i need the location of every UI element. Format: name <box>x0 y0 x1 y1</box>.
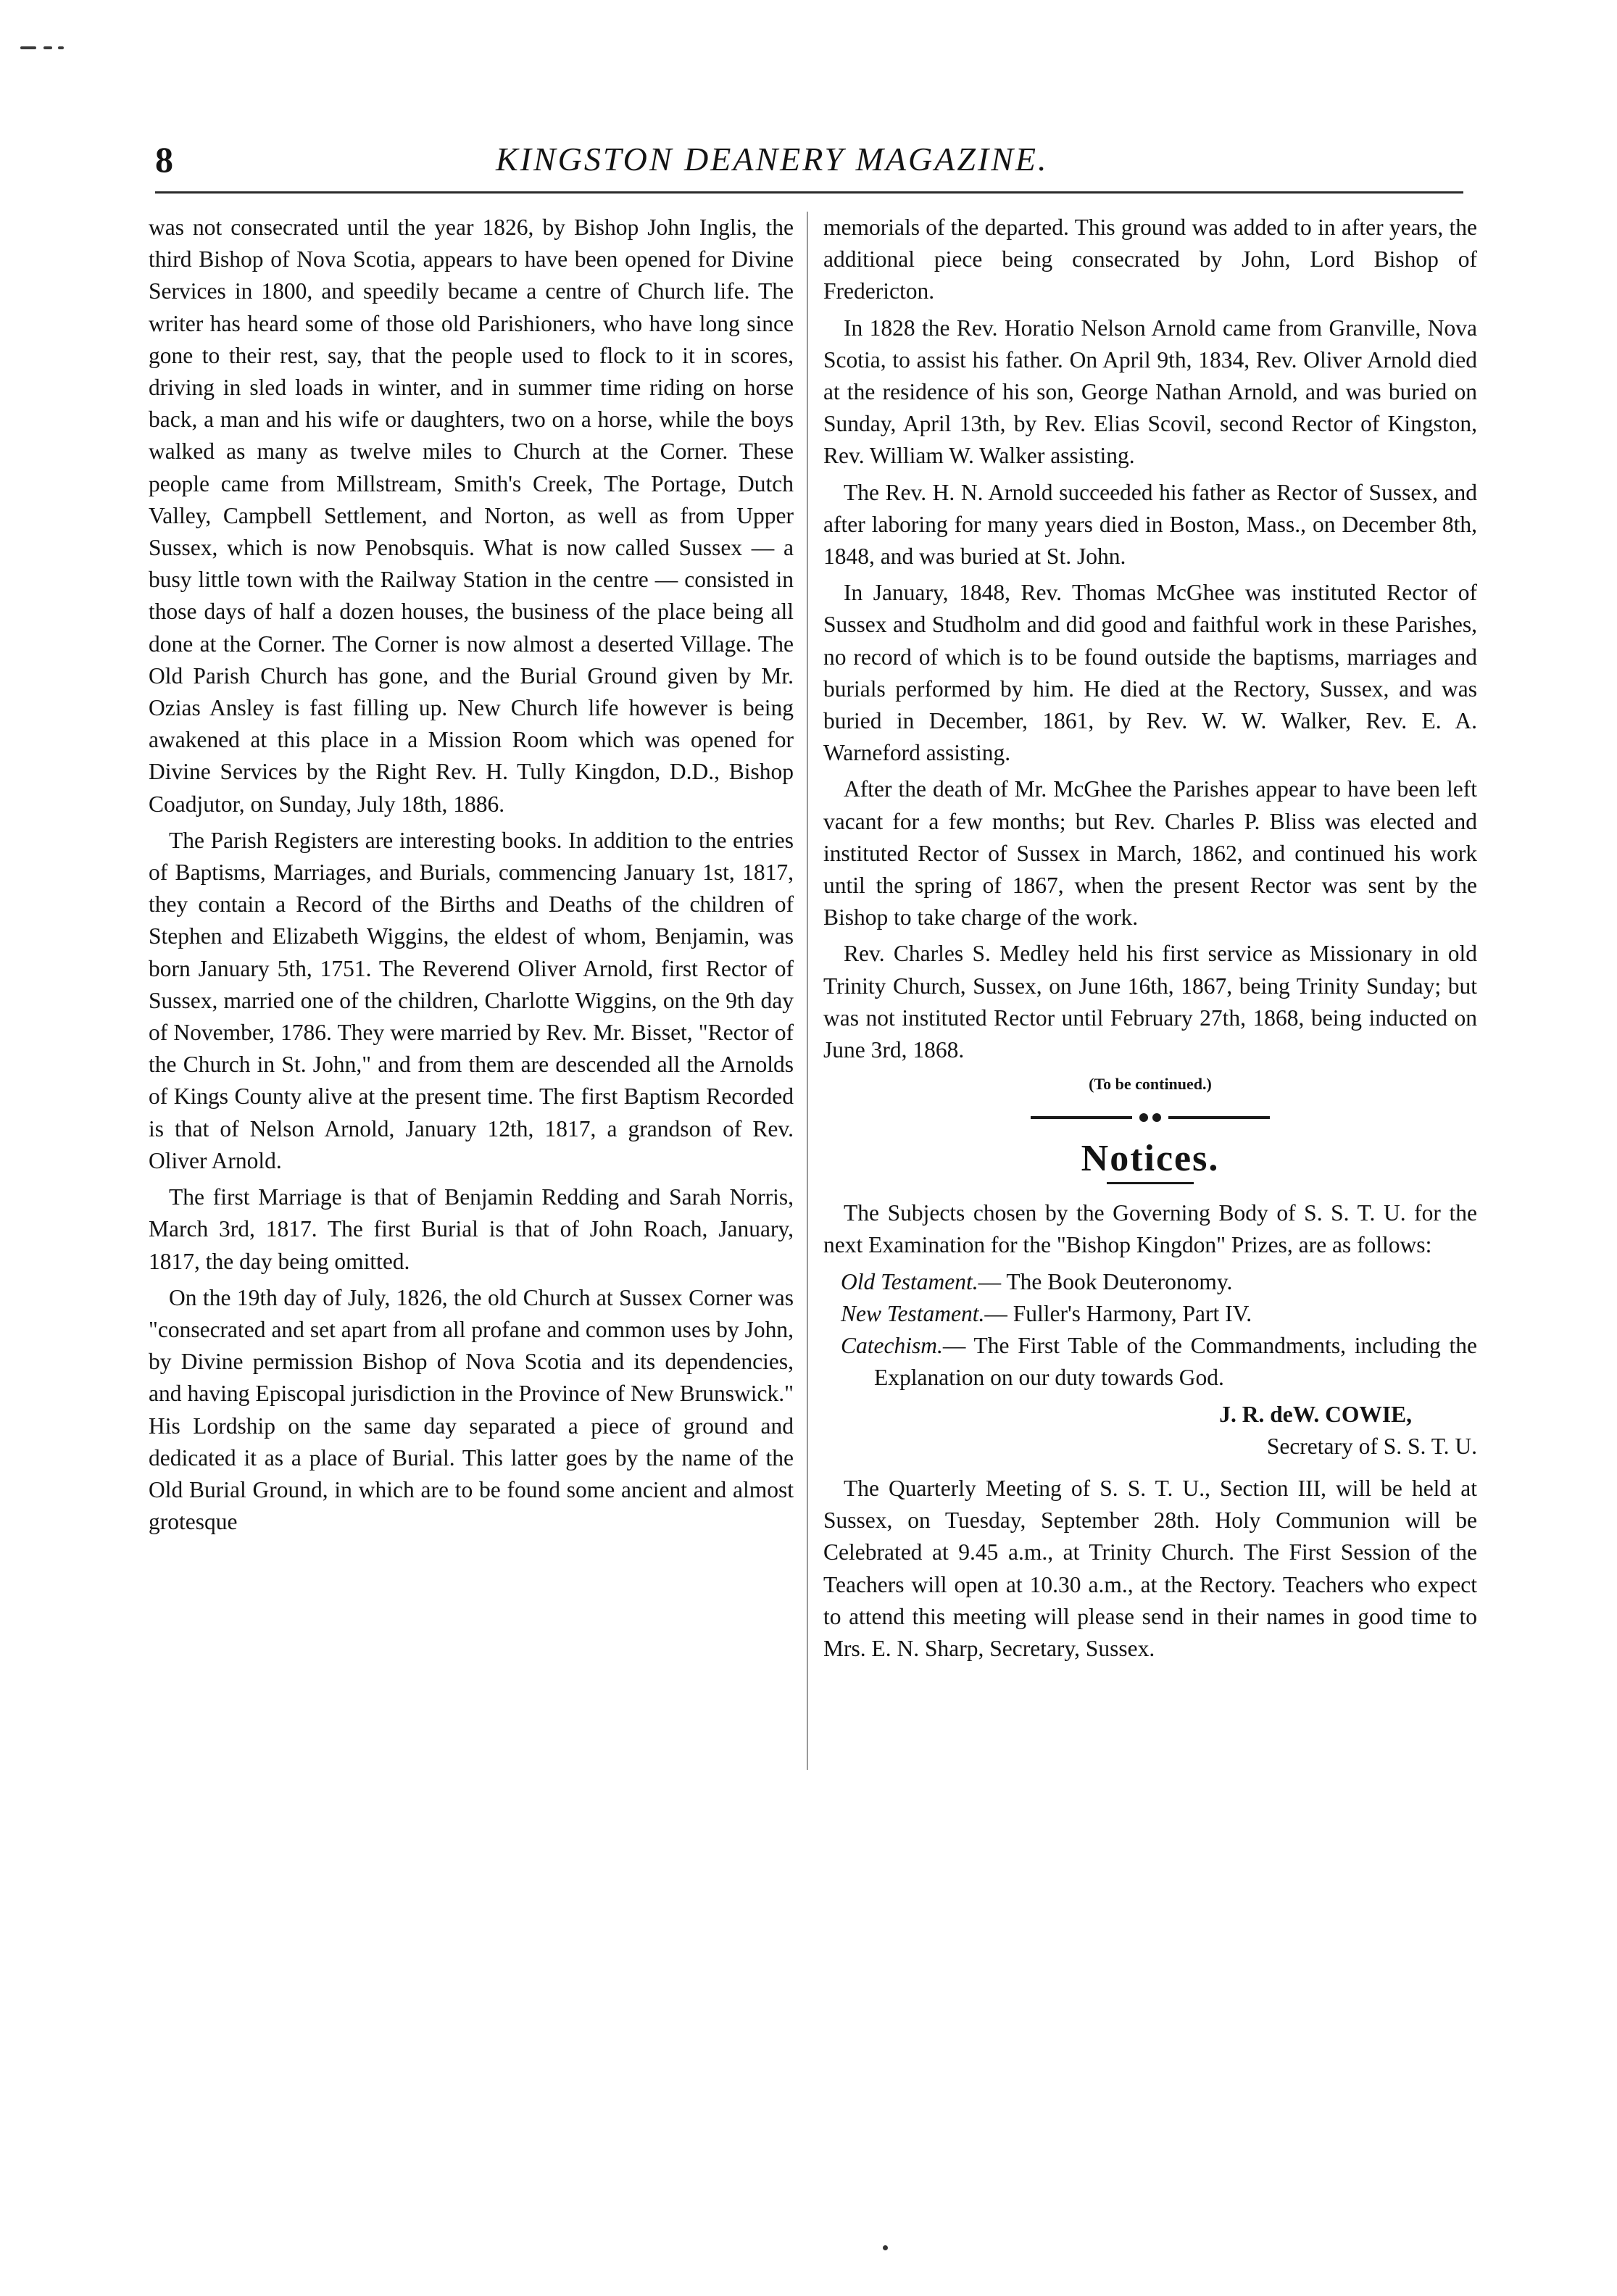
subject-text: — The First Table of the Commandments, including the Explanation on our duty towards God. <box>874 1333 1477 1391</box>
print-speck <box>883 2245 888 2250</box>
running-title: KINGSTON DEANERY MAGAZINE. <box>496 141 1049 178</box>
meeting-notice: The Quarterly Meeting of S. S. T. U., Section III, will be held at Sussex, on Tuesday, September 28th. Holy Communion will be Celebrated at 9.45 a.m., at Trinity Church. The First Session of the Teachers will open at 10.30 a.m., at the Rectory. Teachers who expect to attend this meeting will please send in their names in good time to Mrs. E. N. Sharp, Secretary, Sussex. <box>823 1475 1477 1661</box>
right-column <box>823 212 1477 1669</box>
paragraph: The first Marriage is that of Benjamin Redding and Sarah Norris, March 3rd, 1817. The first Burial is that of John Roach, January, 1817, the day being omitted. <box>149 1184 794 1274</box>
heading-rule <box>1107 1182 1194 1184</box>
subject-old-testament <box>823 1266 1477 1298</box>
signature-name: J. R. deW. COWIE, <box>1219 1401 1412 1427</box>
header-rule <box>155 191 1463 194</box>
notices-heading: Notices. <box>1081 1138 1220 1180</box>
paragraph: Rev. Charles S. Medley held his first service as Missionary in old Trinity Church, Sussex, on June 16th, 1867, being Trinity Sunday; but was not instituted Rector until February 27th, 1868, being inducted on June 3rd, 1868. <box>823 941 1477 1063</box>
paragraph: In 1828 the Rev. Horatio Nelson Arnold came from Granville, Nova Scotia, to assist his father. On April 9th, 1834, Rev. Oliver Arnold died at the residence of his son, George Nathan Arnold, and was buried on Sunday, April 13th, by Rev. Elias Scovil, second Rector of Kingston, Rev. William W. Walker assisting. <box>823 315 1477 469</box>
left-column <box>149 212 794 1542</box>
continued-note: (To be continued.) <box>1089 1075 1212 1094</box>
subject-label: New Testament. <box>841 1300 985 1326</box>
subject-text: — The Book Deuteronomy. <box>978 1268 1233 1294</box>
paragraph: After the death of Mr. McGhee the Parishes appear to have been left vacant for a few months; but Rev. Charles P. Bliss was elected and instituted Rector of Sussex in March, 1862, and continued his work until the spring of 1867, when the present Rector was sent by the Bishop to take charge of the work. <box>823 776 1477 931</box>
subject-text: — Fuller's Harmony, Part IV. <box>984 1300 1252 1326</box>
ornament-divider <box>1031 1111 1270 1123</box>
subject-new-testament <box>823 1298 1477 1330</box>
signature-title: Secretary of S. S. T. U. <box>1266 1433 1477 1459</box>
paragraph: memorials of the departed. This ground was added to in after years, the additional piece being consecrated by John, Lord Bishop of Fredericton. <box>823 215 1477 304</box>
subject-catechism <box>823 1330 1477 1394</box>
paragraph: On the 19th day of July, 1826, the old Church at Sussex Corner was "consecrated and set apart from all profane and common uses by John, by Divine permission Bishop of Nova Scotia and its dependencies, and having Episcopal jurisdiction in the Province of New Brunswick." His Lordship on the same day separated a piece of ground and dedicated it as a place of Burial. This latter goes by the name of the Old Burial Ground, in which are to be found some ancient and almost grotesque <box>149 1284 794 1535</box>
paragraph: was not consecrated until the year 1826, by Bishop John Inglis, the third Bishop of Nova Scotia, appears to have been opened for Divine Services in 1800, and speedily became a centre of Church life. The writer has heard some of those old Parishioners, who have long since gone to their rest, say, that the people used to flock to it in scores, driving in sled loads in winter, and in summer time riding on horse back, a man and his wife or daughters, two on a horse, while the boys walked as many as twelve miles to Church at the Corner. These people came from Millstream, Smith's Creek, The Portage, Dutch Valley, Campbell Settlement, and Norton, as well as from Upper Sussex, which is now Penobsquis. What is now called Sussex — a busy little town with the Railway Station in the centre — consisted in those days of half a dozen houses, the business of the place being all done at the Corner. The Corner is now almost a deserted Village. The Old Parish Church has gone, and the Burial Ground given by Mr. Ozias Ansley is fast filling up. New Church life however is being awakened at this place in a Mission Room which was opened for Divine Services by the Right Rev. H. Tully Kingdon, D.D., Bishop Coadjutor, on Sunday, July 18th, 1886. <box>149 215 794 817</box>
subject-label: Old Testament. <box>841 1268 978 1294</box>
column-divider <box>807 212 808 1770</box>
paragraph: In January, 1848, Rev. Thomas McGhee was instituted Rector of Sussex and Studholm and did good and faithful work in these Parishes, no record of which is to be found outside the baptisms, marriages and burials performed by him. He died at the Rectory, Sussex, and was buried in December, 1861, by Rev. W. W. Walker, Rev. E. A. Warneford assisting. <box>823 580 1477 766</box>
paragraph: The Parish Registers are interesting books. In addition to the entries of Baptisms, Marriages, and Burials, commencing January 1st, 1817, they contain a Record of the Births and Deaths of the children of Stephen and Elizabeth Wiggins, the eldest of whom, Benjamin, was born January 5th, 1751. The Reverend Oliver Arnold, first Rector of Sussex, married one of the children, Charlotte Wiggins, on the 9th day of November, 1786. They were married by Rev. Mr. Bisset, "Rector of the Church in St. John," and from them are descended all the Arnolds of Kings County alive at the present time. The first Baptism Recorded is that of Nelson Arnold, January 12th, 1817, a grandson of Rev. Oliver Arnold. <box>149 827 794 1173</box>
print-mark <box>20 46 86 51</box>
page-number: 8 <box>155 139 173 180</box>
subject-label: Catechism. <box>841 1333 943 1359</box>
notice-intro: The Subjects chosen by the Governing Body of S. S. T. U. for the next Examination for the "Bishop Kingdon" Prizes, are as follows: <box>823 1200 1477 1258</box>
paragraph: The Rev. H. N. Arnold succeeded his father as Rector of Sussex, and after laboring for many years died in Boston, Mass., on December 8th, 1848, and was buried at St. John. <box>823 479 1477 570</box>
page-header <box>155 138 1510 188</box>
